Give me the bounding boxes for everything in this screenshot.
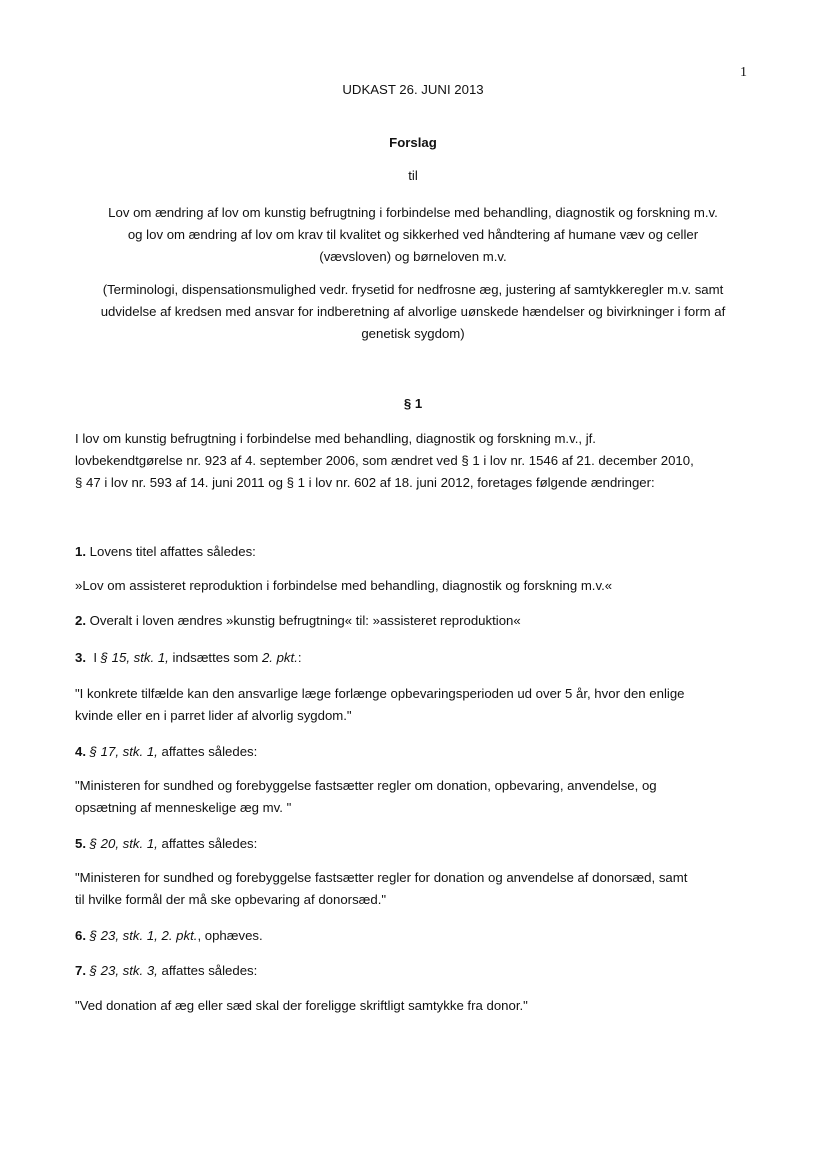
item-5-quote	[75, 867, 755, 911]
item-3-quote	[75, 683, 755, 727]
quote-line: "Ministeren for sundhed og forebyggelse fastsætter regler for donation og anvendelse af donorsæd, samt	[75, 870, 688, 885]
title-line: (vævsloven) og børneloven m.v.	[319, 249, 507, 264]
item-number: 6.	[75, 928, 86, 943]
item-text: affattes således:	[157, 836, 258, 851]
item-reference: § 23, stk. 3,	[89, 963, 158, 978]
draft-label: UDKAST 26. JUNI 2013	[342, 82, 484, 97]
item-1	[75, 541, 755, 563]
item-5	[75, 833, 755, 855]
item-number: 2.	[75, 613, 86, 628]
quote-line: "Ministeren for sundhed og forebyggelse fastsætter regler om donation, opbevaring, anvendelse, og	[75, 778, 657, 793]
item-text: :	[297, 650, 302, 665]
item-reference: § 23, stk. 1, 2. pkt.	[89, 928, 198, 943]
title-line: og lov om ændring af lov om krav til kvalitet og sikkerhed ved håndtering af humane væv og celler	[127, 227, 699, 242]
item-number: 1.	[75, 544, 86, 559]
item-7	[75, 960, 755, 982]
subtitle-line: (Terminologi, dispensationsmulighed vedr. frysetid for nedfrosne æg, justering af samtykkeregler m.v. samt	[102, 282, 724, 297]
page-number: 1	[740, 65, 747, 80]
proposal-title	[60, 202, 766, 268]
item-text: , ophæves.	[197, 928, 263, 943]
item-text: affattes således:	[157, 963, 258, 978]
item-text: Overalt i loven ændres »kunstig befrugtning« til: »assisteret reproduktion«	[86, 613, 521, 628]
item-text: affattes således:	[157, 744, 258, 759]
item-2	[75, 610, 755, 632]
title-line: Lov om ændring af lov om kunstig befrugtning i forbindelse med behandling, diagnostik og forskning m.v.	[108, 205, 718, 220]
item-3	[75, 647, 755, 669]
quote-line: opsætning af menneskelige æg mv. "	[75, 800, 292, 815]
quote-line: kvinde eller en i parret lider af alvorlig sygdom."	[75, 708, 352, 723]
item-4	[75, 741, 755, 763]
item-1-quote: »Lov om assisteret reproduktion i forbindelse med behandling, diagnostik og forskning m.v.«	[75, 578, 613, 593]
intro-line: I lov om kunstig befrugtning i forbindelse med behandling, diagnostik og forskning m.v., jf.	[75, 431, 596, 446]
section-heading: § 1	[403, 396, 423, 411]
item-number: 4.	[75, 744, 86, 759]
item-number: 5.	[75, 836, 86, 851]
intro-line: § 47 i lov nr. 593 af 14. juni 2011 og § 1 i lov nr. 602 af 18. juni 2012, foretages følgende ændringer:	[75, 475, 655, 490]
item-number: 3.	[75, 650, 86, 665]
item-reference: 2. pkt.	[261, 650, 298, 665]
item-reference: § 20, stk. 1,	[89, 836, 158, 851]
item-6	[75, 925, 755, 947]
item-text: I	[86, 650, 101, 665]
item-reference: § 15, stk. 1,	[100, 650, 169, 665]
item-4-quote	[75, 775, 755, 819]
item-text: Lovens titel affattes således:	[86, 544, 256, 559]
proposal-til: til	[408, 168, 418, 183]
quote-line: "I konkrete tilfælde kan den ansvarlige læge forlænge opbevaringsperioden ud over 5 år, hvor den enlige	[75, 686, 685, 701]
item-text: indsættes som	[168, 650, 262, 665]
subtitle-line: genetisk sygdom)	[361, 326, 465, 341]
proposal-subtitle	[60, 279, 766, 345]
quote-line: til hvilke formål der må ske opbevaring af donorsæd."	[75, 892, 387, 907]
item-number: 7.	[75, 963, 86, 978]
item-reference: § 17, stk. 1,	[89, 744, 158, 759]
section-intro	[75, 428, 755, 494]
subtitle-line: udvidelse af kredsen med ansvar for indberetning af alvorlige uønskede hændelser og bivirkninger i form af	[100, 304, 726, 319]
proposal-heading: Forslag	[389, 135, 437, 150]
item-7-quote: "Ved donation af æg eller sæd skal der foreligge skriftligt samtykke fra donor."	[75, 998, 528, 1013]
intro-line: lovbekendtgørelse nr. 923 af 4. september 2006, som ændret ved § 1 i lov nr. 1546 af 21. december 2010,	[75, 453, 694, 468]
